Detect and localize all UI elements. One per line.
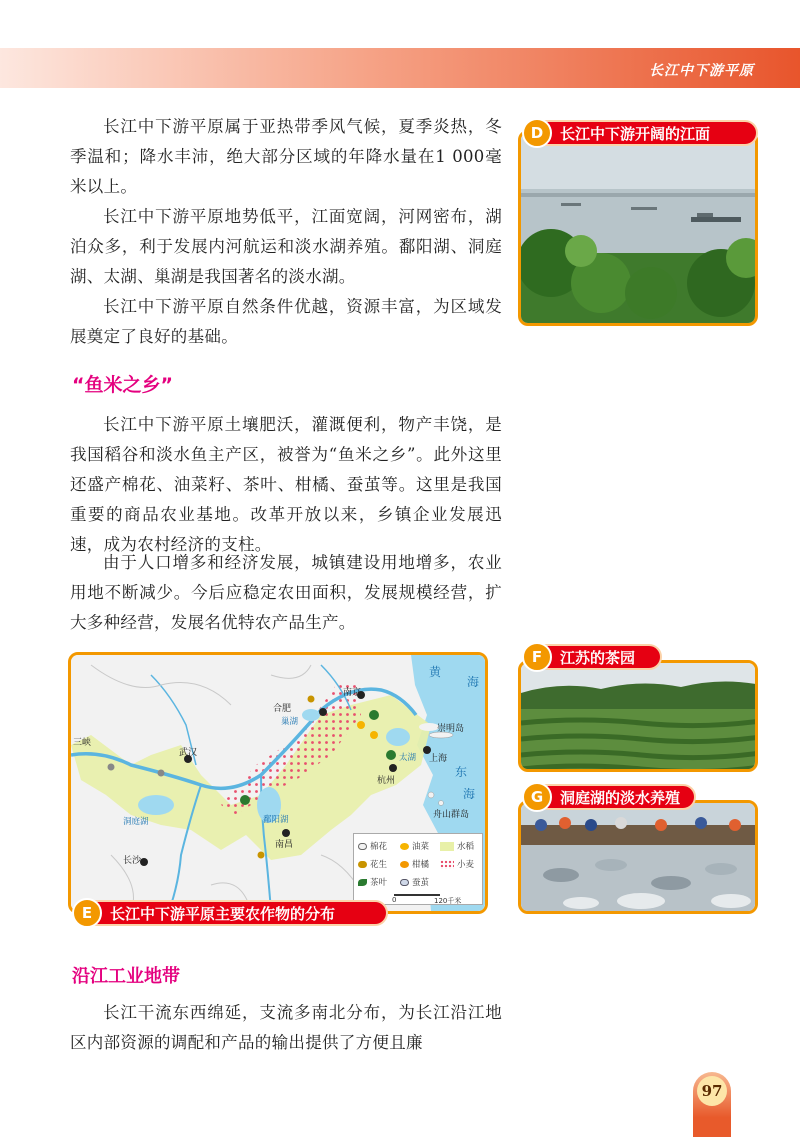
- fish-farming-photo: [518, 800, 758, 914]
- chapter-title: 长江中下游平原: [649, 63, 754, 79]
- legend-citrus-label: 柑橘: [412, 860, 430, 870]
- legend-silkworm: [400, 876, 429, 888]
- rice-area-icon: [440, 842, 454, 851]
- figure-badge-g: G: [522, 782, 552, 812]
- legend-rapeseed-label: 油菜: [412, 842, 430, 852]
- map-label-hefei: 合肥: [273, 704, 292, 714]
- legend-rapeseed: [400, 840, 429, 852]
- map-label-dongting: 洞庭湖: [123, 817, 149, 827]
- map-label-taihu: 太湖: [399, 753, 417, 763]
- scale-distance: 120千米: [434, 897, 462, 905]
- legend-tea-label: 茶叶: [370, 878, 388, 888]
- wheat-area-icon: [440, 860, 454, 869]
- legend-cotton: [358, 840, 387, 852]
- fish-farming-scene: [521, 803, 758, 914]
- legend-rice-label: 水稻: [457, 842, 475, 852]
- section-title-industry: 沿江工业地带: [72, 966, 180, 987]
- figure-caption-f-text: 江苏的茶园: [560, 648, 636, 667]
- rapeseed-icon: [400, 843, 409, 850]
- legend-rice: [440, 840, 474, 852]
- tea-garden-scene: [521, 663, 758, 772]
- citrus-icon: [400, 861, 409, 868]
- map-label-poyang: 鄱阳湖: [263, 815, 289, 825]
- figure-caption-e: [74, 900, 388, 926]
- river-scene: [521, 133, 758, 326]
- paragraph-agriculture: 长江中下游平原土壤肥沃，灌溉便利，物产丰饶，是我国稻谷和淡水鱼主产区，被誉为“鱼米之乡”。此外这里还盛产棉花、油菜籽、茶叶、柑橘、蚕茧等。这里是我国重要的商品农业基地。改革开放以来，乡镇企业发展迅速，成为农村经济的支柱。: [70, 415, 502, 554]
- legend-silkworm-label: 蚕茧: [412, 878, 430, 888]
- map-label-wuhan: 武汉: [179, 748, 198, 758]
- legend-citrus: [400, 858, 429, 870]
- map-label-zhoushan: 舟山群岛: [433, 810, 470, 820]
- figure-caption-d-text: 长江中下游开阔的江面: [560, 124, 711, 143]
- legend-peanut: [358, 858, 387, 870]
- page-number: 97: [701, 1082, 723, 1100]
- map-label-chongming: 崇明岛: [437, 724, 465, 734]
- map-legend: [353, 833, 483, 905]
- map-label-sea-1: 海: [467, 675, 480, 689]
- map-label-sea-2: 海: [463, 787, 476, 801]
- figure-caption-e-text: 长江中下游平原主要农作物的分布: [110, 904, 336, 923]
- peanut-icon: [358, 861, 367, 868]
- map-label-chaohu: 巢湖: [281, 717, 299, 727]
- tea-icon: [358, 879, 367, 886]
- paragraph-industry: 长江干流东西绵延，支流多南北分布，为长江沿江地区内部资源的调配和产品的输出提供了方便且廉: [70, 1003, 502, 1052]
- paragraph-land-use: 由于人口增多和经济发展，城镇建设用地增多，农业用地不断减少。今后应稳定农田面积，发展规模经营，扩大多种经营，发展名优特农产品生产。: [70, 553, 502, 632]
- paragraph-foundation: 长江中下游平原自然条件优越，资源丰富，为区域发展奠定了良好的基础。: [70, 297, 502, 346]
- section-title-fish-rice: “鱼米之乡”: [72, 374, 173, 396]
- figure-badge-d: D: [522, 118, 552, 148]
- map-label-nanchang: 南昌: [275, 840, 294, 850]
- map-label-nanjing: 南京: [343, 688, 362, 698]
- map-label-yellow-sea: 黄: [429, 665, 442, 679]
- map-label-sanxia: 三峡: [73, 738, 92, 748]
- legend-wheat: [440, 858, 474, 870]
- paragraph-climate: 长江中下游平原属于亚热带季风气候，夏季炎热，冬季温和；降水丰沛，绝大部分区域的年降水量在1 000毫米以上。: [70, 117, 502, 196]
- figure-caption-f: [524, 644, 662, 670]
- map-label-east: 东: [455, 765, 468, 779]
- figure-caption-g-text: 洞庭湖的淡水养殖: [560, 788, 681, 807]
- map-label-hangzhou: 杭州: [377, 776, 396, 786]
- legend-peanut-label: 花生: [370, 860, 388, 870]
- figure-badge-e: E: [72, 898, 102, 928]
- river-photo: [518, 130, 758, 326]
- figure-badge-f: F: [522, 642, 552, 672]
- legend-wheat-label: 小麦: [457, 860, 475, 870]
- figure-caption-d: [524, 120, 758, 146]
- crop-distribution-map: [68, 652, 488, 914]
- silkworm-icon: [400, 879, 409, 886]
- map-label-shanghai: 上海: [429, 754, 448, 764]
- map-label-changsha: 长沙: [123, 856, 142, 866]
- scale-zero: 0: [392, 896, 397, 904]
- tea-garden-photo: [518, 660, 758, 772]
- cotton-icon: [358, 843, 367, 850]
- legend-cotton-label: 棉花: [370, 842, 388, 852]
- paragraph-terrain: 长江中下游平原地势低平，江面宽阔，河网密布，湖泊众多，利于发展内河航运和淡水湖养殖。鄱阳湖、洞庭湖、太湖、巢湖是我国著名的淡水湖。: [70, 207, 502, 286]
- figure-caption-g: [524, 784, 696, 810]
- legend-tea: [358, 876, 387, 888]
